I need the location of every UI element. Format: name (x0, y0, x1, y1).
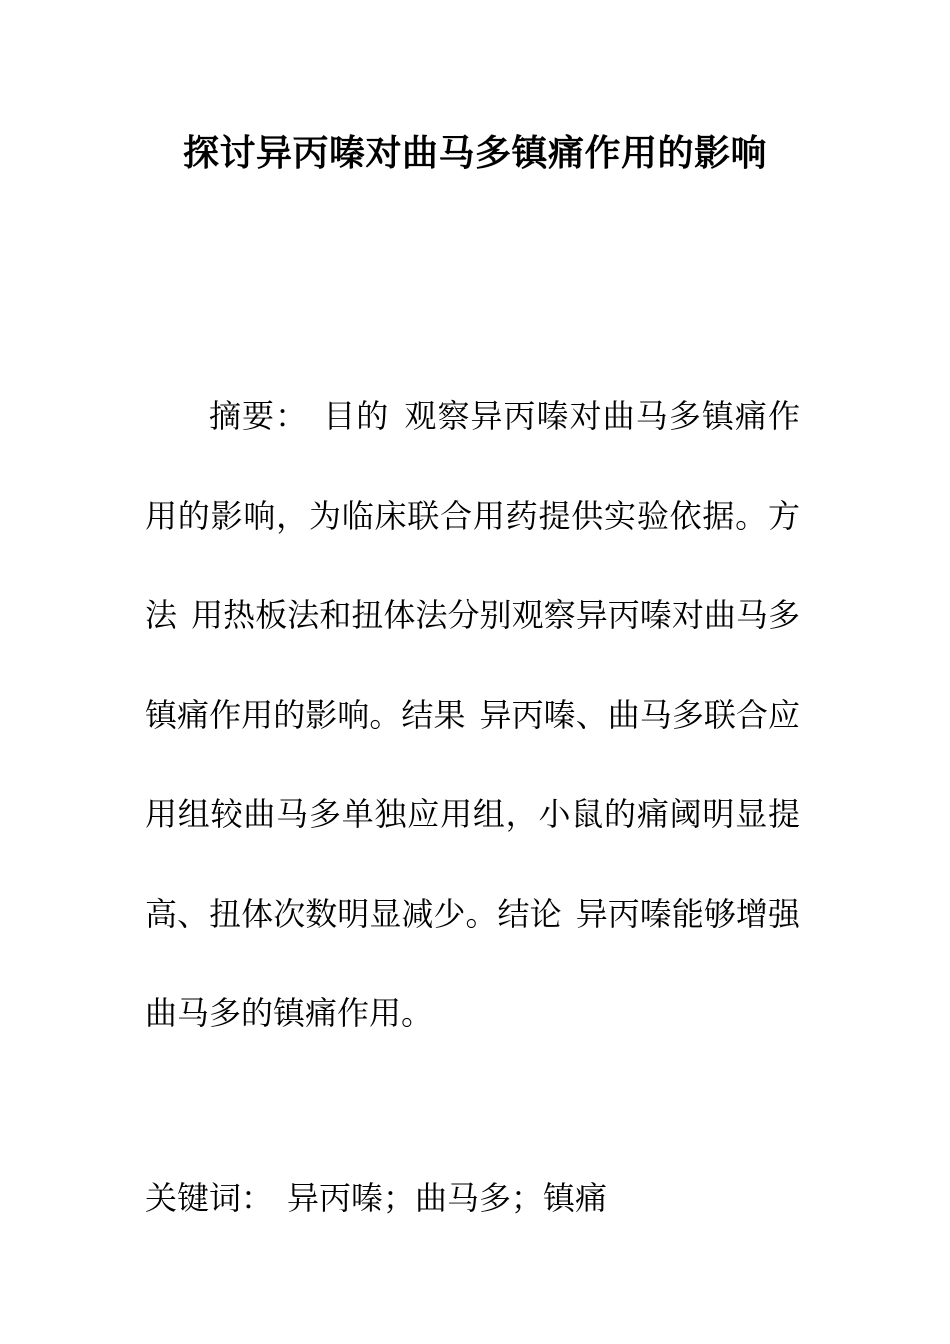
document-title: 探讨异丙嗪对曲马多镇痛作用的影响 (182, 133, 767, 174)
method-text: 用热板法和扭体法分别观察异丙嗪对曲马多镇痛作用的影响。 (145, 596, 800, 734)
result-text: 异丙嗪、曲马多联合应用组较曲马多单独应用组，小鼠的痛阈明显提高、扭体次数明显减少。 (145, 695, 800, 933)
abstract-paragraph (145, 367, 800, 1064)
conclusion-text: 异丙嗪能够增强曲马多的镇痛作用。 (145, 894, 800, 1032)
keywords-label: 关键词： (145, 1179, 274, 1217)
objective-label: 目的 (322, 397, 390, 435)
keywords-items: 异丙嗪；曲马多；镇痛 (287, 1179, 608, 1217)
method-label: 方法 (145, 496, 800, 634)
conclusion-label: 结论 (497, 894, 562, 933)
result-label: 结果 (401, 695, 466, 734)
keywords-line (145, 1168, 800, 1228)
objective-text: 观察异丙嗪对曲马多镇痛作用的影响，为临床联合用药提供实验依据。 (145, 397, 800, 535)
abstract-label: 摘要： (209, 397, 309, 435)
